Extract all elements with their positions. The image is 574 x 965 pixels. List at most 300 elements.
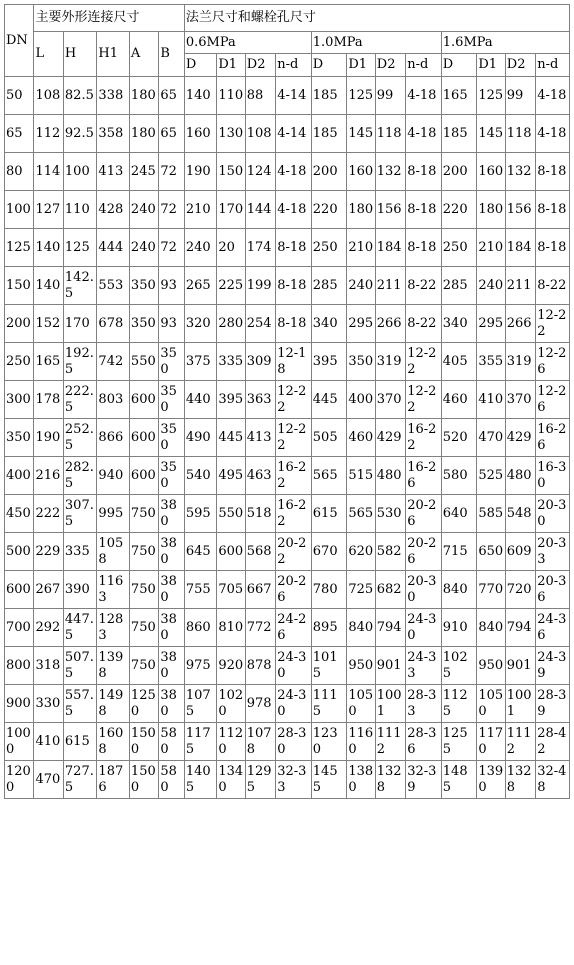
dn-cell: 1000 [5, 723, 34, 761]
table-cell: 1390 [477, 761, 505, 799]
table-cell: 525 [477, 457, 505, 495]
table-cell: 400 [347, 381, 375, 419]
table-cell: 580 [441, 457, 477, 495]
dn-cell: 125 [5, 229, 34, 267]
table-cell: 1112 [505, 723, 535, 761]
table-cell: 750 [129, 647, 158, 685]
dn-cell: 250 [5, 343, 34, 381]
table-cell: 480 [375, 457, 405, 495]
table-cell: 335 [217, 343, 245, 381]
table-cell: 1608 [97, 723, 130, 761]
table-row [5, 761, 570, 799]
table-cell: 280 [217, 305, 245, 343]
col-header-n-d: n-d [406, 54, 442, 77]
table-cell: 405 [441, 343, 477, 381]
col-header-d2: D2 [375, 54, 405, 77]
table-cell: 93 [159, 267, 184, 305]
table-cell: 720 [505, 571, 535, 609]
table-cell: 12-22 [406, 381, 442, 419]
table-cell: 100 [63, 153, 97, 191]
table-cell: 380 [159, 571, 184, 609]
table-cell: 150 [217, 153, 245, 191]
table-cell: 380 [159, 685, 184, 723]
table-cell: 28-36 [406, 723, 442, 761]
table-cell: 8-18 [536, 229, 570, 267]
table-cell: 860 [184, 609, 217, 647]
table-cell: 125 [63, 229, 97, 267]
table-cell: 463 [245, 457, 275, 495]
table-cell: 1455 [311, 761, 347, 799]
table-cell: 395 [311, 343, 347, 381]
table-cell: 1250 [129, 685, 158, 723]
table-cell: 350 [129, 267, 158, 305]
table-body [5, 77, 570, 799]
table-cell: 460 [347, 419, 375, 457]
col-header-d: D [441, 54, 477, 77]
table-cell: 178 [34, 381, 63, 419]
table-cell: 210 [477, 229, 505, 267]
table-cell: 840 [441, 571, 477, 609]
table-cell: 240 [347, 267, 375, 305]
dn-cell: 400 [5, 457, 34, 495]
table-cell: 319 [505, 343, 535, 381]
table-cell: 92.5 [63, 115, 97, 153]
table-cell: 132 [375, 153, 405, 191]
table-cell: 444 [97, 229, 130, 267]
main-dimensions-header: 主要外形连接尺寸 [34, 5, 184, 32]
table-cell: 1380 [347, 761, 375, 799]
table-cell: 12-18 [276, 343, 312, 381]
table-cell: 254 [245, 305, 275, 343]
table-cell: 210 [184, 191, 217, 229]
table-cell: 794 [375, 609, 405, 647]
dn-cell: 200 [5, 305, 34, 343]
table-cell: 250 [441, 229, 477, 267]
table-row [5, 723, 570, 761]
dn-cell: 900 [5, 685, 34, 723]
table-cell: 390 [63, 571, 97, 609]
table-cell: 705 [217, 571, 245, 609]
table-cell: 480 [505, 457, 535, 495]
table-cell: 12-22 [536, 305, 570, 343]
table-cell: 380 [159, 495, 184, 533]
table-cell: 16-30 [536, 457, 570, 495]
table-cell: 110 [63, 191, 97, 229]
table-cell: 548 [505, 495, 535, 533]
table-cell: 28-33 [406, 685, 442, 723]
table-cell: 580 [159, 723, 184, 761]
table-cell: 16-22 [276, 457, 312, 495]
col-header-d: D [311, 54, 347, 77]
table-cell: 125 [477, 77, 505, 115]
table-cell: 1328 [375, 761, 405, 799]
col-header-n-d: n-d [276, 54, 312, 77]
table-cell: 170 [63, 305, 97, 343]
table-cell: 318 [34, 647, 63, 685]
table-cell: 200 [311, 153, 347, 191]
table-cell: 978 [245, 685, 275, 723]
col-header-d1: D1 [477, 54, 505, 77]
table-cell: 285 [441, 267, 477, 305]
table-cell: 582 [375, 533, 405, 571]
table-cell: 1001 [375, 685, 405, 723]
table-row [5, 571, 570, 609]
table-cell: 490 [184, 419, 217, 457]
table-cell: 145 [477, 115, 505, 153]
table-cell: 24-36 [536, 609, 570, 647]
table-cell: 20-36 [536, 571, 570, 609]
table-cell: 4-14 [276, 77, 312, 115]
table-cell: 995 [97, 495, 130, 533]
col-header-d1: D1 [217, 54, 245, 77]
table-cell: 28-39 [536, 685, 570, 723]
table-cell: 282.5 [63, 457, 97, 495]
dn-cell: 500 [5, 533, 34, 571]
table-cell: 240 [477, 267, 505, 305]
dn-cell: 80 [5, 153, 34, 191]
table-cell: 600 [129, 419, 158, 457]
table-cell: 550 [129, 343, 158, 381]
table-cell: 20 [217, 229, 245, 267]
col-header-d1: D1 [347, 54, 375, 77]
table-cell: 24-30 [276, 647, 312, 685]
table-cell: 550 [217, 495, 245, 533]
table-cell: 600 [129, 381, 158, 419]
table-cell: 180 [347, 191, 375, 229]
table-cell: 363 [245, 381, 275, 419]
table-cell: 507.5 [63, 647, 97, 685]
table-cell: 156 [375, 191, 405, 229]
table-cell: 160 [477, 153, 505, 191]
table-cell: 495 [217, 457, 245, 495]
table-cell: 130 [217, 115, 245, 153]
table-cell: 295 [347, 305, 375, 343]
table-cell: 12-22 [276, 419, 312, 457]
table-cell: 350 [159, 381, 184, 419]
table-cell: 20-26 [406, 533, 442, 571]
table-cell: 250 [311, 229, 347, 267]
table-cell: 240 [129, 229, 158, 267]
table-cell: 338 [97, 77, 130, 115]
table-cell: 24-39 [536, 647, 570, 685]
table-row [5, 609, 570, 647]
table-cell: 140 [184, 77, 217, 115]
table-row [5, 153, 570, 191]
table-cell: 320 [184, 305, 217, 343]
table-cell: 1163 [97, 571, 130, 609]
table-cell: 4-14 [276, 115, 312, 153]
table-cell: 470 [477, 419, 505, 457]
table-cell: 750 [129, 495, 158, 533]
table-cell: 24-26 [276, 609, 312, 647]
table-cell: 340 [311, 305, 347, 343]
table-cell: 24-33 [406, 647, 442, 685]
dn-cell: 100 [5, 191, 34, 229]
table-cell: 200 [441, 153, 477, 191]
table-cell: 1160 [347, 723, 375, 761]
table-row [5, 191, 570, 229]
dn-cell: 600 [5, 571, 34, 609]
table-cell: 810 [217, 609, 245, 647]
table-cell: 8-22 [406, 305, 442, 343]
table-cell: 8-18 [276, 305, 312, 343]
table-cell: 600 [217, 533, 245, 571]
table-cell: 266 [505, 305, 535, 343]
table-cell: 82.5 [63, 77, 97, 115]
table-cell: 615 [311, 495, 347, 533]
table-cell: 8-18 [406, 229, 442, 267]
table-cell: 190 [184, 153, 217, 191]
table-cell: 8-18 [406, 191, 442, 229]
table-cell: 1170 [477, 723, 505, 761]
table-cell: 1075 [184, 685, 217, 723]
table-cell: 8-18 [406, 153, 442, 191]
col-header-l: L [34, 32, 63, 77]
table-cell: 32-33 [276, 761, 312, 799]
table-cell: 211 [505, 267, 535, 305]
table-cell: 222 [34, 495, 63, 533]
table-cell: 180 [129, 77, 158, 115]
table-cell: 184 [375, 229, 405, 267]
table-cell: 565 [347, 495, 375, 533]
table-cell: 568 [245, 533, 275, 571]
table-cell: 8-22 [536, 267, 570, 305]
table-row [5, 419, 570, 457]
table-cell: 370 [505, 381, 535, 419]
table-cell: 267 [34, 571, 63, 609]
table-cell: 165 [441, 77, 477, 115]
table-cell: 1125 [441, 685, 477, 723]
table-cell: 803 [97, 381, 130, 419]
table-cell: 252.5 [63, 419, 97, 457]
table-cell: 8-18 [276, 229, 312, 267]
table-cell: 920 [217, 647, 245, 685]
table-cell: 12-26 [536, 343, 570, 381]
table-cell: 108 [245, 115, 275, 153]
table-cell: 609 [505, 533, 535, 571]
table-cell: 1230 [311, 723, 347, 761]
table-cell: 184 [505, 229, 535, 267]
table-cell: 515 [347, 457, 375, 495]
table-cell: 142.5 [63, 267, 97, 305]
table-cell: 1405 [184, 761, 217, 799]
table-cell: 975 [184, 647, 217, 685]
table-cell: 565 [311, 457, 347, 495]
col-header-d2: D2 [505, 54, 535, 77]
table-row [5, 77, 570, 115]
dn-cell: 450 [5, 495, 34, 533]
table-cell: 16-26 [536, 419, 570, 457]
table-cell: 355 [477, 343, 505, 381]
table-cell: 380 [159, 647, 184, 685]
table-cell: 727.5 [63, 761, 97, 799]
table-cell: 667 [245, 571, 275, 609]
table-cell: 410 [34, 723, 63, 761]
table-cell: 1078 [245, 723, 275, 761]
table-cell: 108 [34, 77, 63, 115]
table-cell: 750 [129, 609, 158, 647]
table-cell: 358 [97, 115, 130, 153]
table-cell: 540 [184, 457, 217, 495]
table-cell: 185 [311, 77, 347, 115]
table-cell: 65 [159, 77, 184, 115]
table-cell: 4-18 [536, 77, 570, 115]
table-cell: 595 [184, 495, 217, 533]
table-cell: 380 [159, 609, 184, 647]
table-cell: 330 [34, 685, 63, 723]
table-cell: 4-18 [406, 115, 442, 153]
table-cell: 88 [245, 77, 275, 115]
table-cell: 350 [347, 343, 375, 381]
table-cell: 192.5 [63, 343, 97, 381]
table-cell: 750 [129, 571, 158, 609]
table-cell: 445 [311, 381, 347, 419]
table-cell: 199 [245, 267, 275, 305]
table-cell: 32-39 [406, 761, 442, 799]
pressure-header-1-0: 1.0MPa [311, 32, 441, 54]
col-header-d2: D2 [245, 54, 275, 77]
table-cell: 794 [505, 609, 535, 647]
table-cell: 266 [375, 305, 405, 343]
table-cell: 309 [245, 343, 275, 381]
table-cell: 8-22 [406, 267, 442, 305]
table-cell: 140 [34, 267, 63, 305]
table-cell: 413 [245, 419, 275, 457]
col-header-d: D [184, 54, 217, 77]
table-cell: 127 [34, 191, 63, 229]
dn-cell: 150 [5, 267, 34, 305]
table-cell: 20-30 [536, 495, 570, 533]
table-cell: 1295 [245, 761, 275, 799]
table-cell: 145 [347, 115, 375, 153]
table-cell: 470 [34, 761, 63, 799]
table-cell: 615 [63, 723, 97, 761]
table-cell: 1050 [347, 685, 375, 723]
table-cell: 1500 [129, 761, 158, 799]
table-cell: 210 [347, 229, 375, 267]
table-cell: 20-26 [406, 495, 442, 533]
table-cell: 460 [441, 381, 477, 419]
table-cell: 8-18 [536, 153, 570, 191]
table-cell: 505 [311, 419, 347, 457]
table-cell: 20-26 [276, 571, 312, 609]
table-cell: 32-48 [536, 761, 570, 799]
table-cell: 750 [129, 533, 158, 571]
table-cell: 1115 [311, 685, 347, 723]
table-cell: 12-22 [406, 343, 442, 381]
table-row [5, 115, 570, 153]
table-cell: 742 [97, 343, 130, 381]
table-cell: 225 [217, 267, 245, 305]
table-cell: 4-18 [536, 115, 570, 153]
table-cell: 1015 [311, 647, 347, 685]
table-cell: 165 [34, 343, 63, 381]
table-cell: 380 [159, 533, 184, 571]
table-cell: 220 [311, 191, 347, 229]
dn-cell: 50 [5, 77, 34, 115]
table-cell: 1500 [129, 723, 158, 761]
table-cell: 4-18 [276, 191, 312, 229]
col-header-h: H [63, 32, 97, 77]
table-cell: 8-18 [276, 267, 312, 305]
table-cell: 112 [34, 115, 63, 153]
table-cell: 580 [159, 761, 184, 799]
table-cell: 340 [441, 305, 477, 343]
table-cell: 222.5 [63, 381, 97, 419]
table-cell: 780 [311, 571, 347, 609]
flange-dimensions-header: 法兰尺寸和螺栓孔尺寸 [184, 5, 569, 32]
table-cell: 520 [441, 419, 477, 457]
table-cell: 395 [217, 381, 245, 419]
table-row [5, 343, 570, 381]
table-cell: 895 [311, 609, 347, 647]
table-cell: 413 [97, 153, 130, 191]
table-cell: 350 [159, 419, 184, 457]
table-cell: 216 [34, 457, 63, 495]
table-cell: 1340 [217, 761, 245, 799]
table-cell: 229 [34, 533, 63, 571]
table-cell: 335 [63, 533, 97, 571]
table-cell: 1398 [97, 647, 130, 685]
col-header-a: A [129, 32, 158, 77]
table-cell: 840 [477, 609, 505, 647]
table-cell: 725 [347, 571, 375, 609]
table-cell: 370 [375, 381, 405, 419]
table-cell: 160 [184, 115, 217, 153]
table-cell: 678 [97, 305, 130, 343]
table-cell: 72 [159, 191, 184, 229]
table-cell: 866 [97, 419, 130, 457]
table-cell: 1050 [477, 685, 505, 723]
table-cell: 185 [441, 115, 477, 153]
table-cell: 245 [129, 153, 158, 191]
table-row [5, 533, 570, 571]
table-cell: 307.5 [63, 495, 97, 533]
col-header-n-d: n-d [536, 54, 570, 77]
table-cell: 940 [97, 457, 130, 495]
table-cell: 1112 [375, 723, 405, 761]
dn-cell: 1200 [5, 761, 34, 799]
table-cell: 1876 [97, 761, 130, 799]
table-cell: 1058 [97, 533, 130, 571]
table-cell: 650 [477, 533, 505, 571]
table-cell: 118 [375, 115, 405, 153]
table-cell: 715 [441, 533, 477, 571]
dn-cell: 65 [5, 115, 34, 153]
table-cell: 180 [477, 191, 505, 229]
table-cell: 1255 [441, 723, 477, 761]
table-cell: 553 [97, 267, 130, 305]
page [0, 4, 574, 965]
table-cell: 4-18 [406, 77, 442, 115]
table-cell: 20-33 [536, 533, 570, 571]
table-cell: 4-18 [276, 153, 312, 191]
table-row [5, 685, 570, 723]
table-cell: 170 [217, 191, 245, 229]
table-cell: 240 [184, 229, 217, 267]
table-cell: 240 [129, 191, 158, 229]
table-cell: 144 [245, 191, 275, 229]
table-cell: 350 [159, 343, 184, 381]
table-cell: 16-26 [406, 457, 442, 495]
table-cell: 211 [375, 267, 405, 305]
table-cell: 20-30 [406, 571, 442, 609]
table-cell: 72 [159, 229, 184, 267]
table-cell: 770 [477, 571, 505, 609]
table-cell: 12-26 [536, 381, 570, 419]
dn-header: DN [5, 5, 34, 77]
table-cell: 1175 [184, 723, 217, 761]
